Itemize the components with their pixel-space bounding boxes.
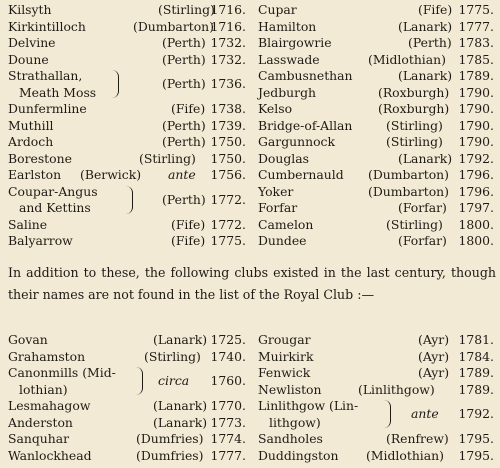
club-name: Bridge-of-Allan (258, 117, 353, 133)
club-name: Hamilton (258, 18, 317, 34)
club-name-line2: and Kettins (19, 200, 91, 215)
club-county: (Ayr) (418, 332, 450, 347)
club-year: 1732. (210, 35, 246, 50)
club-county: (Perth) (162, 134, 206, 149)
club-name: Newliston (258, 381, 322, 397)
club-year: 1800. (458, 216, 494, 232)
club-county: (Perth) (162, 191, 206, 207)
list-item (8, 52, 246, 69)
club-county: (Roxburgh) (378, 101, 450, 116)
list-item (258, 217, 494, 234)
list-item (8, 415, 246, 432)
list-item (258, 68, 494, 85)
list-item (258, 382, 494, 399)
list-item (8, 118, 246, 135)
club-name: Cumbernauld (258, 167, 344, 182)
club-name: Saline (8, 216, 48, 232)
club-name: Grahamston (8, 348, 86, 364)
club-county: (Stirling) (158, 2, 215, 17)
club-year: 1750. (210, 150, 246, 166)
club-name-line2: Meath Moss (19, 84, 97, 100)
club-county: (Ayr) (418, 348, 450, 364)
club-list-bottom-left (8, 332, 246, 464)
club-year: 1775. (458, 2, 494, 17)
club-name: Dunfermline (8, 101, 87, 116)
club-name: Lesmahagow (8, 398, 91, 413)
club-name: Muirkirk (258, 348, 314, 364)
date-qualifier: circa (158, 373, 190, 388)
club-name: Borestone (8, 150, 72, 166)
list-item (8, 35, 246, 52)
club-list-bottom-right (258, 332, 494, 464)
club-year: 1732. (210, 51, 246, 67)
club-year: 1781. (458, 332, 494, 347)
club-year: 1756. (210, 167, 246, 182)
club-name: Balyarrow (8, 233, 73, 248)
club-year: 1790. (458, 117, 494, 133)
club-county: (Fife) (171, 216, 206, 232)
club-name: Wanlockhead (8, 447, 92, 463)
club-year: 1750. (210, 134, 246, 149)
list-item (258, 52, 494, 69)
club-name: Douglas (258, 150, 310, 166)
list-item (8, 134, 246, 151)
club-name: Cupar (258, 2, 297, 17)
list-item (8, 448, 246, 465)
club-name (258, 398, 358, 431)
brace-mark (384, 400, 391, 428)
club-name-line2: lothian) (19, 381, 68, 397)
club-year: 1770. (210, 398, 246, 413)
club-name-line1: Strathallan, (8, 68, 83, 83)
club-name: Earlston (8, 167, 62, 182)
club-name-line1: Canonmills (Mid- (8, 365, 116, 380)
list-item (8, 167, 246, 184)
club-year: 1777. (458, 18, 494, 34)
club-year: 1792. (458, 406, 494, 421)
club-county: (Stirling) (139, 150, 196, 166)
list-item (8, 233, 246, 250)
club-year: 1792. (458, 150, 494, 166)
intro-paragraph: In addition to these, the following clubs existed in the last century, though their names are not found in the list of the Royal Club :— (8, 265, 496, 302)
club-year: 1716. (210, 2, 246, 17)
list-item (8, 349, 246, 366)
club-name: Kilsyth (8, 2, 52, 17)
club-name: Doune (8, 51, 49, 67)
club-county: (Lanark) (153, 398, 208, 413)
club-county: (Perth) (408, 35, 452, 50)
club-county: (Berwick) (80, 167, 142, 182)
club-county: (Perth) (162, 117, 206, 133)
club-year: 1736. (210, 76, 246, 91)
list-item (8, 431, 246, 448)
club-name: Fenwick (258, 365, 311, 380)
club-name: Sanquhar (8, 431, 70, 446)
list-item (258, 448, 494, 465)
list-item (258, 85, 494, 102)
club-name: Delvine (8, 35, 56, 50)
list-item (8, 101, 246, 118)
club-year: 1783. (458, 35, 494, 50)
club-list-top-left (8, 2, 246, 250)
club-county: (Dumfries) (136, 431, 204, 446)
list-item (8, 151, 246, 168)
club-county: (Renfrew) (386, 431, 449, 446)
club-year: 1777. (210, 447, 246, 463)
list-item (8, 217, 246, 234)
club-year: 1785. (458, 51, 494, 67)
club-county: (Perth) (162, 35, 206, 50)
club-name: Jedburgh (258, 84, 316, 100)
club-name: Muthill (8, 117, 54, 133)
club-name: Govan (8, 332, 48, 347)
club-name: Kirkintilloch (8, 18, 86, 34)
club-county: (Lanark) (398, 150, 453, 166)
club-county: (Roxburgh) (378, 84, 450, 100)
club-county: (Perth) (162, 51, 206, 67)
club-name: Grougar (258, 332, 311, 347)
club-county: (Forfar) (398, 200, 447, 215)
list-item (258, 365, 494, 382)
club-year: 1739. (210, 117, 246, 133)
club-year: 1738. (210, 101, 246, 116)
club-name: Duddingston (258, 447, 339, 463)
club-name (8, 184, 98, 217)
club-year: 1796. (458, 167, 494, 182)
club-county: (Dumbarton) (368, 183, 449, 199)
club-year: 1789. (458, 365, 494, 380)
club-year: 1795. (458, 431, 494, 446)
club-county: (Stirling) (386, 134, 443, 149)
list-item (258, 2, 494, 19)
list-item (258, 398, 494, 431)
list-item (8, 398, 246, 415)
club-list-top-right (258, 2, 494, 250)
club-county: (Dumbarton) (368, 167, 449, 182)
club-year: 1740. (210, 348, 246, 364)
list-item (8, 365, 246, 398)
club-name: Camelon (258, 216, 314, 232)
list-item (258, 200, 494, 217)
club-name-line2: lithgow) (269, 414, 321, 430)
club-name: Forfar (258, 200, 298, 215)
list-item (258, 118, 494, 135)
club-county: (Fife) (171, 101, 206, 116)
brace-mark (112, 70, 119, 98)
club-name (8, 68, 96, 101)
club-county: (Stirling) (144, 348, 201, 364)
list-item (8, 19, 246, 36)
club-name (8, 365, 116, 398)
club-year: 1725. (210, 332, 246, 347)
list-item (258, 151, 494, 168)
club-county: (Forfar) (398, 233, 447, 248)
club-year: 1790. (458, 134, 494, 149)
club-county: (Ayr) (418, 365, 450, 380)
list-item (258, 349, 494, 366)
club-county: (Lanark) (153, 332, 208, 347)
club-year: 1790. (458, 84, 494, 100)
club-name: Gargunnock (258, 134, 335, 149)
club-year: 1772. (210, 191, 246, 207)
club-year: 1775. (210, 233, 246, 248)
list-item (8, 2, 246, 19)
club-county: (Linlithgow) (358, 381, 435, 397)
list-item (8, 332, 246, 349)
club-county: (Dumbarton) (133, 18, 214, 34)
club-county: (Fife) (171, 233, 206, 248)
club-name: Yoker (258, 183, 294, 199)
club-name: Sandholes (258, 431, 323, 446)
list-item (258, 431, 494, 448)
list-item (258, 184, 494, 201)
club-name-line1: Coupar-Angus (8, 183, 98, 199)
club-year: 1800. (458, 233, 494, 248)
club-county: (Stirling) (386, 117, 443, 133)
club-name-line1: Linlithgow (Lin- (258, 398, 359, 413)
club-name: Lasswade (258, 51, 320, 67)
list-item (258, 233, 494, 250)
club-year: 1760. (210, 373, 246, 388)
club-name: Dundee (258, 233, 307, 248)
club-year: 1797. (458, 200, 494, 215)
club-year: 1796. (458, 183, 494, 199)
club-name: Kelso (258, 101, 293, 116)
list-item (258, 35, 494, 52)
date-qualifier: ante (168, 167, 196, 182)
list-item (258, 134, 494, 151)
club-name: Anderston (8, 414, 73, 430)
club-county: (Midlothian) (368, 51, 446, 67)
club-name: Blairgowrie (258, 35, 332, 50)
club-county: (Lanark) (398, 18, 453, 34)
list-item (258, 167, 494, 184)
list-item (8, 68, 246, 101)
club-year: 1789. (458, 68, 494, 83)
club-year: 1789. (458, 381, 494, 397)
brace-mark (136, 367, 143, 395)
list-item (258, 101, 494, 118)
list-item (258, 332, 494, 349)
club-county: (Lanark) (398, 68, 453, 83)
club-county: (Perth) (162, 76, 206, 91)
club-year: 1774. (210, 431, 246, 446)
club-year: 1773. (210, 414, 246, 430)
club-name: Ardoch (8, 134, 54, 149)
club-county: (Lanark) (153, 414, 208, 430)
club-name: Cambusnethan (258, 68, 353, 83)
club-year: 1784. (458, 348, 494, 364)
club-year: 1772. (210, 216, 246, 232)
club-county: (Dumfries) (136, 447, 204, 463)
club-county: (Midlothian) (366, 447, 444, 463)
club-county: (Stirling) (386, 216, 443, 232)
club-year: 1716. (210, 18, 246, 34)
list-item (258, 19, 494, 36)
date-qualifier: ante (411, 406, 439, 421)
brace-mark (126, 186, 133, 214)
club-year: 1790. (458, 101, 494, 116)
list-item (8, 184, 246, 217)
club-year: 1795. (458, 447, 494, 463)
club-county: (Fife) (418, 2, 453, 17)
